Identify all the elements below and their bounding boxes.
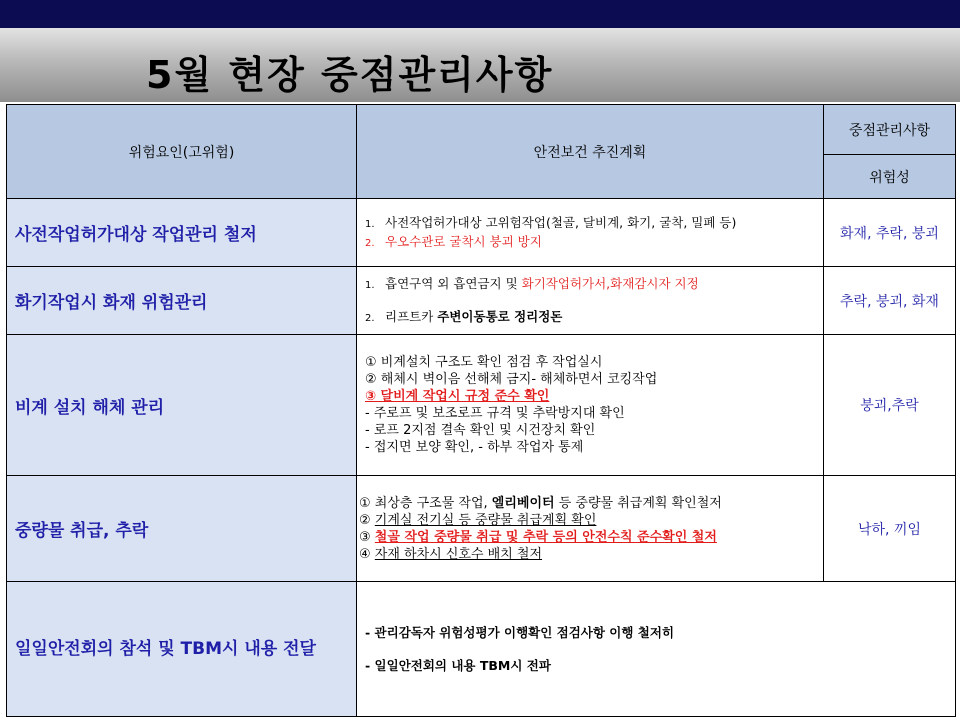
plan-item-joiner: 및: [501, 275, 522, 291]
risk-cell: 화기작업시 화재 위험관리: [7, 267, 357, 335]
plan-line-marker: ②: [359, 512, 375, 528]
item-number: 2.: [365, 312, 375, 324]
table-row: [7, 335, 956, 476]
header-hazard: 위험성: [824, 155, 956, 199]
hazard-cell: 추락, 붕괴, 화재: [824, 267, 956, 335]
hazard-cell: 붕괴,추락: [824, 335, 956, 476]
plan-line-text: ① 최상층 구조물 작업,: [359, 495, 492, 511]
management-table: [6, 104, 956, 717]
table-row: [7, 267, 956, 335]
plan-item-highlight: 화기작업허가서,화재감시자 지정: [521, 275, 699, 291]
plan-line-underlined: 기계실 전기실 등 중량물 취급계획 확인: [374, 512, 597, 528]
plan-cell: [357, 476, 824, 582]
plan-line: ③ 달비계 작업시 규정 준수 확인: [365, 389, 550, 404]
plan-cell: [357, 199, 824, 267]
header-risk-factor: 위험요인(고위험): [7, 105, 357, 199]
hazard-cell: 낙하, 끼임: [824, 476, 956, 582]
plan-line: - 주로프 및 보조로프 규격 및 추락방지대 확인: [365, 406, 625, 421]
management-table-wrapper: [6, 104, 955, 717]
plan-line: - 로프 2지점 결속 확인 및 시건장치 확인: [365, 423, 596, 438]
plan-line: [359, 495, 823, 512]
plan-line-text: ② 해체시 벽이음 선해체 금지- 해체하면서 코킹작업: [365, 372, 658, 387]
page-title: 5월 현장 중점관리사항: [146, 53, 554, 97]
item-number: 1.: [365, 218, 375, 230]
plan-line-marker: ④: [359, 546, 375, 562]
item-number: 2.: [365, 237, 375, 249]
plan-line-underlined: 자재 하차시 신호수 배치 철저: [374, 546, 543, 562]
plan-line: - 접지면 보양 확인, - 하부 작업자 통제: [365, 440, 584, 455]
plan-cell: [357, 267, 824, 335]
item-number: 1.: [365, 279, 375, 291]
plan-line-text: 등 중량물 취급계획 확인철저: [554, 495, 722, 511]
top-navy-band: [0, 0, 960, 28]
plan-item: 리프트카: [385, 308, 438, 324]
plan-line: - 관리감독자 위험성평가 이행확인 점검사항 이행 철저히: [365, 625, 675, 640]
plan-line-highlight: 철골 작업 중량물 취급 및 추락 등의 안전수칙 준수확인 철저: [374, 529, 717, 545]
table-row: [7, 476, 956, 582]
plan-cell: [357, 335, 824, 476]
plan-line: [365, 371, 823, 388]
table-row: [7, 582, 956, 717]
plan-line: - 일일안전회의 내용 TBM시 전파: [365, 658, 551, 673]
plan-item-bold: 주변이동통로 정리정돈: [437, 308, 563, 324]
plan-line: [359, 546, 823, 563]
plan-item: 흡연구역 외 흡연금지: [385, 275, 502, 291]
plan-item: 사전작업허가대상 고위험작업(철골, 달비계, 화기, 굴착, 밀폐 등): [385, 214, 737, 230]
title-banner: [0, 28, 960, 102]
plan-cell: [357, 582, 956, 717]
plan-line-bold: 엘리베이터: [491, 495, 555, 511]
plan-line: [359, 529, 823, 546]
risk-cell: 비계 설치 해체 관리: [7, 335, 357, 476]
plan-line: [359, 512, 823, 529]
risk-cell: 일일안전회의 참석 및 TBM시 내용 전달: [7, 582, 357, 717]
header-key-items: 중점관리사항: [824, 105, 956, 155]
header-plan: 안전보건 추진계획: [357, 105, 824, 199]
plan-line-marker: ③: [359, 529, 375, 545]
risk-cell: 중량물 취급, 추락: [7, 476, 357, 582]
risk-cell: 사전작업허가대상 작업관리 철저: [7, 199, 357, 267]
table-row: [7, 199, 956, 267]
plan-item: 우오수관로 굴착시 붕괴 방지: [385, 233, 542, 249]
plan-line: ① 비계설치 구조도 확인 점검 후 작업실시: [365, 355, 603, 370]
hazard-cell: 화재, 추락, 붕괴: [824, 199, 956, 267]
